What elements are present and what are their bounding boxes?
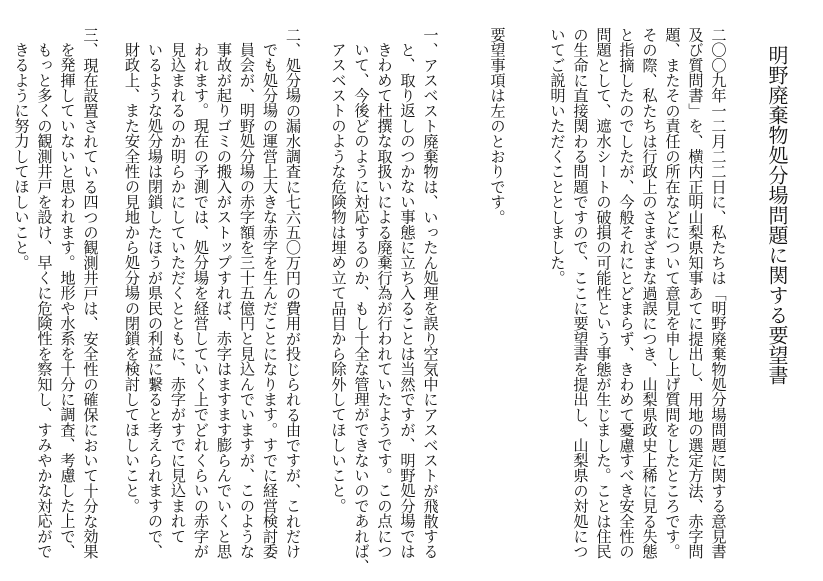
item-1-line: と、取り返しのつかない事態に立ち入ることは当然ですが、明野処分場では (398, 42, 417, 559)
item-2-line: 見込まれるのか明らかにしていただくとともに、赤字がすでに見込まれて (169, 42, 187, 544)
item-1-line: きわめて杜撰な取扱いによる廃棄行為が行われていたようです。この点につ (375, 42, 394, 559)
request-intro-line: 要望事項は左のとおりです。 (488, 27, 507, 225)
request-intro (486, 27, 509, 579)
item-1-line: 一、アスベスト廃棄物は、いったん処理を誤り空気中にアスベストが飛散する (421, 27, 440, 559)
intro-line: 二〇〇九年一二月二二日に、私たちは「明野廃棄物処分場問題に関する意見書 (709, 27, 728, 559)
intro-line: いてご説明いただくこととしました。 (548, 27, 567, 286)
item-3-line: 三、現在設置されている四つの観測井戸は、安全性の確保において十分な効果 (81, 27, 100, 559)
item-1-line: いて、今後どのように対応するのか、もし十全な管理ができないのであれば、 (352, 42, 371, 575)
item-2-line: われます。現在の予測では、処分場を経営していく上でどれくらいの赤字が (192, 42, 210, 559)
intro-line: と指摘したのでしたが、今般それにとどまらず、きわめて憂慮すべき安全性の (617, 27, 636, 559)
document-title: 明野廃棄物処分場問題に関する要望書 (765, 45, 789, 385)
item-2-line: 二、処分場の漏水調査に七六五〇万円の費用が投じられる由ですが、これだけ (284, 27, 302, 559)
intro-line: 及び質問書」を、横内正明山梨県知事あてに提出し、用地の選定方法、赤字問 (686, 27, 705, 559)
intro-line: 問題として、遮水シートの破損の可能性という事態が生じました。ことは住民 (594, 27, 613, 559)
item-3-line: もっと多くの観測井戸を設け、早くに危険性を察知し、すみやかな対応がで (35, 42, 54, 559)
intro-line: 題、またその責任の所在などについて意見を申し上げ質問をしたところです。 (663, 27, 682, 559)
item-2-line: 財政上、また安全性の見地から処分場の閉鎖を検討してほしいこと。 (123, 42, 141, 514)
item-2-line: いるような処分場は閉鎖したほうが県民の利益に繋ると考えられますので、 (146, 42, 164, 559)
item-2-line: 事故が起りゴミの搬入がストップすれば、赤字はますます膨らんでいくと思 (215, 42, 233, 559)
item-3-line: きるように努力してほしいこと。 (12, 42, 31, 271)
intro-line: その際、私たちは行政上のさまざまな過誤につき、山梨県政史上稀に見る失態 (640, 27, 659, 559)
item-2-line: でも処分場の運営上大きな赤字を生んだことになります。すでに経営検討委 (261, 42, 279, 559)
intro-paragraph (546, 27, 730, 579)
request-item-2 (120, 27, 304, 579)
item-2-line: 員会が、明野処分場の赤字額を三十五億円と見込んでいますが、このような (238, 42, 256, 559)
item-3-line: を発揮していないと思われます。地形や水系を十分に調査、考慮した上で、 (58, 42, 77, 559)
request-item-1 (327, 27, 442, 579)
intro-line: の生命に直接関わる問題ですので、ここに要望書を提出し、山梨県の対処につ (571, 27, 590, 559)
item-1-line: アスベストのような危険物は埋め立て品目から除外してほしいこと。 (329, 42, 348, 514)
request-item-3 (10, 27, 102, 579)
